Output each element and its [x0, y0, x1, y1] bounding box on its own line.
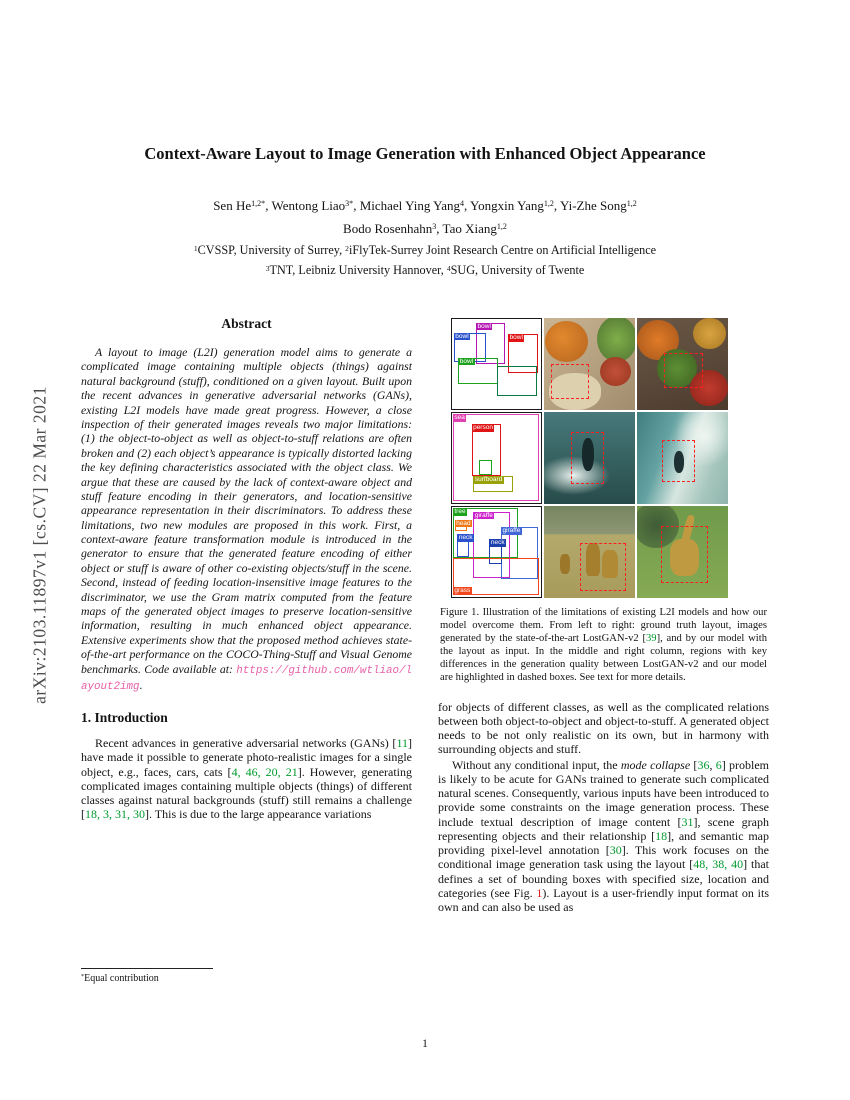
layout-cell-surfer [451, 412, 542, 504]
code-link[interactable]: https://github.com/wtliao/layout2img [81, 664, 412, 693]
text-segment: SUG, University of Twente [450, 263, 585, 277]
photo-lostgan-surfer [544, 412, 635, 504]
layout-box-label: grass [454, 587, 471, 595]
affiliations-line-1 [0, 243, 850, 258]
text-segment: Figure 1. Illustration of the limitations of existing L2I models and how our model overcome them. From left to right: ground truth layout, images generated by the state-of-the-art LostGAN-v2 [ [440, 607, 767, 644]
layout-box-label: giraffe [474, 511, 493, 519]
photo-ours-surfer [637, 412, 728, 504]
text-segment: 1,2 [543, 199, 554, 209]
page-number: 1 [422, 1038, 428, 1050]
text-segment: 4 [459, 199, 465, 209]
abstract-text [81, 345, 412, 694]
text-segment: ]. However, generating complicated images containing multiple objects (things) of different classes against natural backgrounds (stuff) still remains a challenge [ [81, 764, 412, 822]
layout-box-label: head [456, 519, 471, 527]
layout-box [479, 460, 492, 475]
footnote-rule [81, 968, 213, 969]
text-segment: [ [690, 757, 698, 772]
layout-box-label: tree [454, 507, 466, 515]
right-column [438, 314, 769, 1038]
text-segment: Bodo Rosenhahn [343, 221, 433, 236]
text-segment: ] have made it possible to generate photo-realistic images for a single object, e.g., faces, cars, cats [ [81, 736, 412, 779]
highlight-box [662, 440, 695, 482]
highlight-box [571, 432, 604, 484]
text-segment: ]. This is due to the large appearance variations [145, 807, 372, 822]
text-segment: Equal contribution [84, 973, 159, 984]
highlight-box [664, 353, 702, 388]
text-segment: Recent advances in generative adversarial networks (GANs) [ [95, 736, 397, 751]
highlight-box [551, 364, 589, 399]
figure-1-grid [451, 318, 769, 598]
text-segment: 1,2 [496, 222, 507, 232]
text-segment: 4 [446, 263, 451, 273]
layout-box-bowl [458, 358, 498, 384]
paper-title: Context-Aware Layout to Image Generation with Enhanced Object Appearance [144, 144, 706, 163]
photo-lostgan-bowls [544, 318, 635, 410]
layout-cell-bowls [451, 318, 542, 410]
photo-texture [560, 554, 570, 574]
photo-ours-giraffe [637, 506, 728, 598]
text-segment: 3 [432, 222, 437, 232]
text-segment: , Yongxin Yang [464, 198, 544, 213]
layout-cell-giraffes [451, 506, 542, 598]
layout-box-label: neck [458, 534, 473, 541]
layout-box-label: bowl [459, 357, 474, 365]
photo-texture [544, 506, 635, 534]
citation[interactable]: 11 [396, 736, 408, 751]
text-segment: 1,2* [251, 199, 266, 209]
footnote [81, 973, 412, 984]
layout-box-grass [453, 558, 539, 595]
text-segment: iFlyTek-Surrey Joint Research Centre on Artificial Intelligence [348, 243, 657, 257]
text-segment: TNT, Leibniz University Hannover, [269, 263, 447, 277]
citation[interactable]: 4, 46, 20, 21 [231, 764, 298, 779]
citation[interactable]: 36 [697, 757, 710, 772]
text-segment: ] problem is likely to be acute for GANs trained to generate such complicated natural scenes. Consequently, various inputs have been introduced to provide some constraints on the image generation process. These include textual description of image content [ [438, 757, 769, 829]
text-segment: ]. This work focuses on the conditional image generation task using the layout [ [438, 843, 769, 872]
left-column [81, 314, 412, 966]
text-segment: ], and semantic map providing pixel-level annotation [ [438, 828, 769, 858]
text-segment: , Tao Xiang [436, 221, 497, 236]
body-paragraph [438, 700, 769, 757]
layout-box-label: neck [490, 539, 505, 547]
text-segment: for objects of different classes, as well as the complicated relations between both object-to-object and object-to-stuff. A generated object needs to be not only realistic on its own, but in harmony with surrounding objects and stuff. [438, 699, 769, 757]
citation[interactable]: 18 [655, 828, 668, 843]
text-segment: 1,2 [626, 199, 637, 209]
text-segment: , Michael Ying Yang [353, 198, 460, 213]
photo-ours-bowls [637, 318, 728, 410]
text-segment: * [81, 973, 85, 981]
layout-box-neck [457, 534, 473, 557]
citation[interactable]: 31 [681, 814, 694, 829]
highlight-box [580, 543, 626, 591]
text-segment: 2 [345, 243, 349, 253]
layout-box-label: sea [454, 413, 465, 421]
citation[interactable]: 39 [645, 632, 657, 644]
text-segment: 3 [265, 263, 270, 273]
photo-texture [693, 318, 726, 349]
abstract-heading: Abstract [221, 316, 272, 331]
text-segment: Without any conditional input, the [452, 757, 621, 772]
layout-box-label: bowl [509, 334, 523, 342]
layout-box-label: person [473, 423, 493, 431]
photo-texture [600, 357, 631, 386]
arxiv-watermark: arXiv:2103.11897v1 [cs.CV] 22 Mar 2021 [29, 386, 50, 704]
body-paragraph [438, 758, 769, 915]
text-segment: ], scene graph representing objects and their relationship [ [438, 814, 769, 843]
layout-box-label: bowl [455, 332, 469, 340]
text-segment: Sen He [213, 198, 252, 213]
highlight-box [661, 526, 708, 583]
layout-box-label: bowl [477, 322, 491, 330]
text-segment: A layout to image (L2I) generation model aims to generate a complicated image containing multiple objects (things) against natural background (stuff), conditioned on a given layout. Built upon the recent advances in generative adversarial networks (GANs), existing L2I models have made great progress. However, a close inspection of their generated images reveals two major limitations: (1) the object-to-object as well as object-to-stuff relations are often broken and (2) each object’s appearance is typically distorted lacking the key defining characteristics associated with the object class. We argue that these are caused by the lack of context-aware object and stuff feature encoding in their generators, and location-sensitive appearance representation in their discriminators. To address these limitations, two new modules are proposed in this work. First, a context-aware feature transformation module is introduced in the generator to ensure that the generated feature encoding of either object or stuff is aware of other co-existing objects/stuff in the scene. Second, instead of feeding location-insensitive image features to the discriminator, we use the Gram matrix computed from the feature maps of the generated object images to preserve location-sensitive information, resulting in much enhanced object appearance. Extensive experiments show that the proposed method achieves state-of-the-art performance on the COCO-Thing-Stuff and Visual Genome benchmarks. Code available at: [81, 345, 412, 676]
text-segment: CVSSP, University of Surrey, [197, 243, 346, 257]
authors-line-2 [0, 221, 850, 237]
photo-texture [597, 318, 635, 362]
text-segment: 3* [345, 199, 354, 209]
text-segment: . [139, 677, 143, 692]
text-segment: 1 [193, 243, 198, 253]
citation[interactable]: 30 [609, 843, 622, 858]
photo-lostgan-giraffes [544, 506, 635, 598]
affiliations-line-2 [0, 263, 850, 278]
text-segment: , Yi-Zhe Song [553, 198, 627, 213]
text-segment: ] that defines a set of bounding boxes with specified size, location and categories (see Fig. [438, 857, 769, 900]
layout-box-label: giraffe [502, 526, 521, 534]
text-segment: mode collapse [620, 757, 691, 772]
introduction-heading: 1. Introduction [81, 710, 168, 726]
footnote-block [81, 968, 412, 984]
text-segment: , Wentong Liao [265, 198, 346, 213]
citation[interactable]: 48, 38, 40 [693, 857, 744, 872]
text-segment: , [709, 757, 716, 772]
photo-texture [545, 321, 588, 362]
layout-box-head [455, 519, 471, 532]
citation[interactable]: 18, 3, 31, 30 [85, 807, 145, 822]
citation[interactable]: 6 [715, 757, 722, 772]
figure-ref[interactable]: 1 [536, 885, 543, 900]
text-segment: ). Layout is a user-friendly input format on its own and can also be used as [438, 885, 769, 915]
figure-1-caption [440, 607, 767, 685]
introduction-paragraph [81, 736, 412, 822]
layout-box-surfboard [473, 476, 512, 492]
text-segment: ], and by our model with the layout as input. In the middle and right column, regions with key differences in the generation quality between LostGAN-v2 and our model are highlighted in dashed boxes. See text for more details. [440, 632, 767, 683]
layout-box [497, 366, 538, 397]
authors-line-1 [0, 198, 850, 214]
layout-box-label: surfboard [474, 476, 503, 483]
